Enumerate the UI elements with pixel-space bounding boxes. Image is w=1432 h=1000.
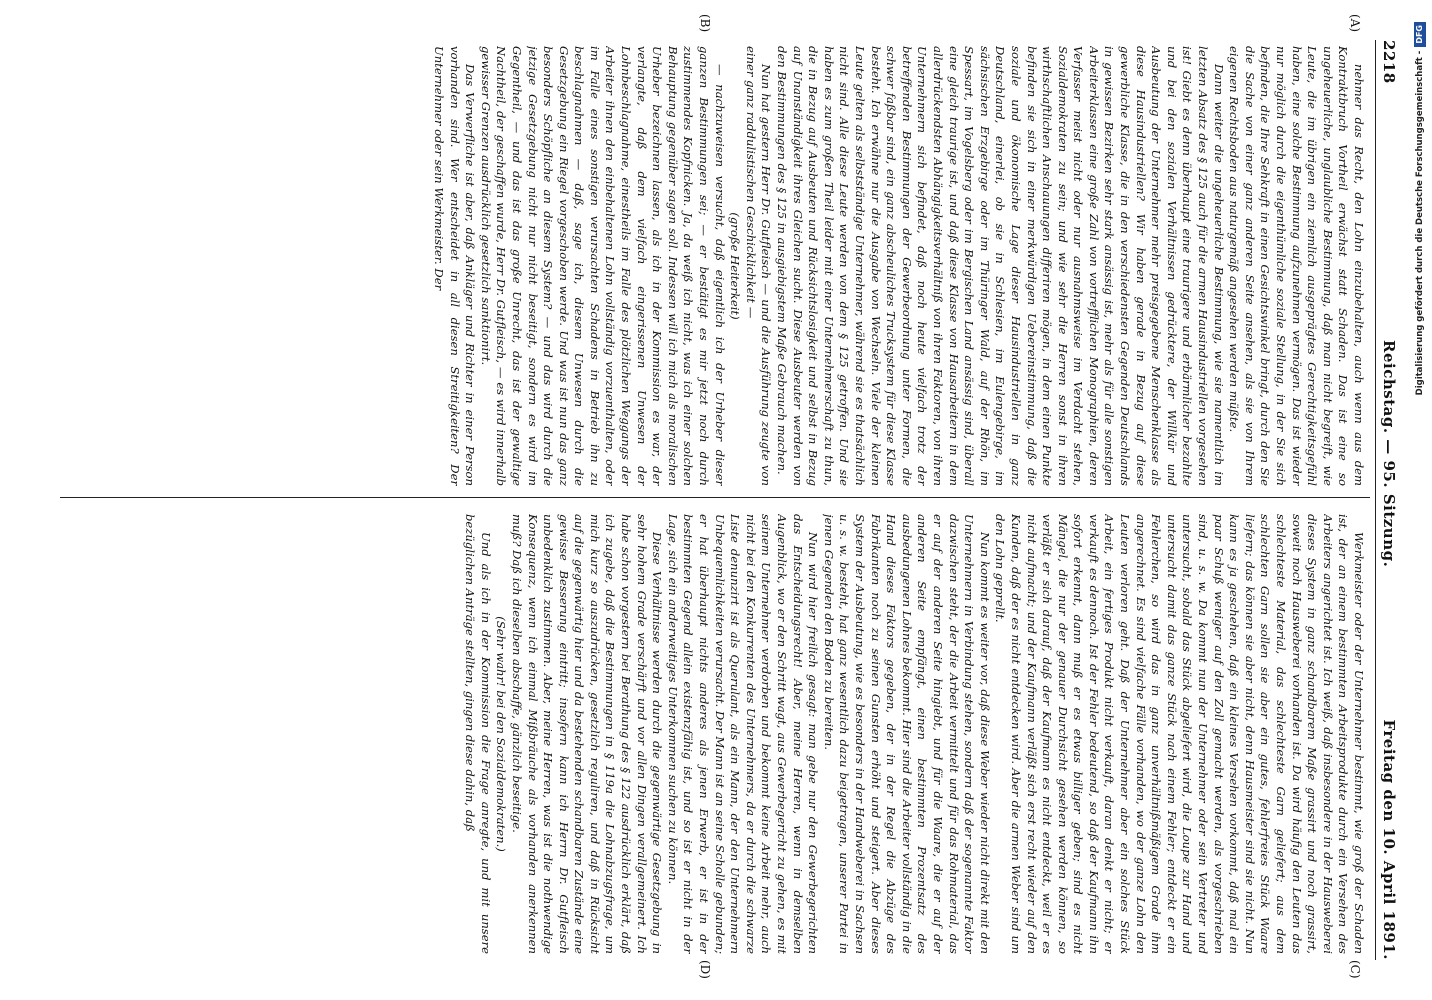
left-paragraph: — nachzuweisen versucht, daß eigentlich ich der Urheber dieser ganzen Bestimmungen sei; — er bestätigt es mir jetzt noch durch zustimmendes Kopfnicken. Ja, da weiß ich nicht, was ich einer solchen Behauptung gegenüber sagen soll. Indessen will ich mich als moralischen Urheber bezeichnen lassen, als ich in der Kommission es war, der verlangte, daß dem vielfach eingerissenen Unwesen der Lohnbeschlagnahme, einestheils im Falle des plötzlichen Weggangs der Arbeiter ihnen den einbehaltenen Lohn vollständig vorzuenthalten, oder im Falle eines sonstigen verursachten Schadens in Betrieb ihn zu beschlagnahmen — daß, sage ich, diesem Unwesen durch die Gesetzgebung ein Riegel vorgeschoben werde. Und was ist nun das ganz besonders Schöpfliche an diesem System? — und das wird durch die jetzige Gesetzgebung nicht nur nicht beseitigt, sondern es wird im Gegentheil, — und das ist das große Unrecht, das ist der gewaltige Nachtheil, der geschaffen wurde, Herr Dr. Gutfleisch, — es wird innerhalb gewisser Grenzen ausdrücklich gesetzlich sanktionirt. bbox=[478, 46, 727, 486]
right-column bbox=[56, 514, 1366, 954]
session-title: Reichstag. — 95. Sitzung. bbox=[1380, 340, 1398, 568]
digitization-credit bbox=[1412, 22, 1428, 982]
column-divider bbox=[60, 497, 1370, 498]
dfg-logo: DFG bbox=[1414, 22, 1426, 47]
right-interjection: (Sehr wahr! bei den Sozialdemokraten.) bbox=[494, 616, 509, 852]
header-rule bbox=[1375, 40, 1376, 960]
left-paragraph: Das Verwerfliche ist aber, daß Ankläger und Richter in einer Person vorhanden sind. Wer entscheidet in all diesen Streitigkeiten? Der Unternehmer oder sein Werkmeister. Der bbox=[431, 46, 478, 486]
digitization-credit-text: Digitalisierung gefördert durch die Deutsche Forschungsgemeinschaft - bbox=[1415, 50, 1425, 396]
margin-marker-d: (D) bbox=[698, 960, 712, 979]
right-paragraph: Nun kommt es weiter vor, daß diese Weber wieder nicht direkt mit den Unternehmern in Verbindung stehen, sondern daß der sogenannte Faktor dazwischen steht, der die Arbeit vermittelt und für das Rohmaterial, das er auf der anderen Seite hingiebt, und für die Waare, die er auf der anderen Seite empfängt, einen bestimmten Prozentsatz des ausbedungenen Lohnes bekommt. Hier sind die Arbeiter vollständig in die Hand dieses Faktors gegeben, der in der Regel die Abzüge des Fabrikanten noch zu seinen Gunsten erhöht und steigert. Aber dieses System der Ausbeutung, wie es besonders in der Handweberei in Sachsen u. s. w. besteht, hat ganz wesentlich dazu beigetragen, unserer Partei in jenen Gegenden den Boden zu bereiten. bbox=[821, 514, 992, 954]
right-paragraph: Nun wird hier freilich gesagt: man gebe nur den Gewerbegerichten das Entscheidungsrecht! Aber, meine Herren, wenn in demselben Augenblick, wo er den Schritt wagt, aus Gewerbegericht zu gehen, es mit seinem Unternehmer verdorben und bekommt keine Arbeit mehr, auch nicht bei den Konkurrenten des Unternehmers, da er durch die schwarze Liste denunzirt ist als Querulant, als ein Mann, der den Unternehmern Unbequemlichkeiten verursacht. Der Mann ist an seine Scholle gebunden; er hat überhaupt nichts anderes als jenen Erwerb, er ist in der bestimmten Gegend allein existenzfähig ist, und so ist er nicht in der Lage, sich ein anderweitiges Unterkommen suchen zu können. bbox=[665, 514, 821, 954]
right-paragraph: Und als ich in der Kommission die Frage anregte, und mit unsere bezüglichen Anträge stellten, gingen diese dahin, daß bbox=[463, 514, 493, 954]
left-paragraph: Dann weiter die ungeheuerliche Bestimmung, wie sie namentlich im letzten Absatz des § 125 auch für die armen Hausindustriellen vorgesehen ist! Giebt es denn überhaupt eine traurigere und erbärmlicher bezahlte und bei den sozialen Verhältnissen gedrücktere, der Willkür und Ausbeutung der Unternehmer mehr preisgegebene Menschenklasse als diese Hausindustriellen? Wir haben gerade in Bezug auf diese gewerbliche Klasse, die in den verschiedensten Gegenden Deutschlands in gewissen Bezirken sehr stark ansässig ist, mehr als für alle sonstigen Arbeiterklassen eine große Zahl von vortrefflichen Monographien, deren Verfasser meist nicht oder nur ausnahmsweise im Verdacht stehen, Sozialdemokraten zu sein; und wie sehr die Herren sonst in ihren wirthschaftlichen Anschauungen differiren mögen, in dem einen Punkte befinden sie sich in einer merkwürdigen Uebereinstimmung, daß die soziale und ökonomische Lage dieser Hausindustriellen in ganz Deutschland, einerlei, ob sie in Schlesien, im Eulengebirge, im sächsischen Erzgebirge oder im Thüringer Wald, auf der Rhön, im Spessart, im Vogelsberg oder im Bergischen Land ansässig sind, überall eine gleich traurige ist, und daß diese Klasse von Hausarbeitern in dem allerdrückendsten Abhängigkeitsverhältniß von ihren Faktoren, von ihren Unternehmern sich befindet, daß noch heute vielfach trotz der betreffenden Bestimmungen der Gewerbeordnung unter Formen, die schwer faßbar sind, ein ganz abscheuliches Trucksystem für diese Klasse besteht. Ich erwähne nur die Ausgabe von Wechseln. Viele der kleinen Leute gelten als selbstständige Unternehmer, während sie es thatsächlich nicht sind. Alle diese Leute werden von dem § 125 getroffen. Und sie haben es zum großen Theil leider mit einer Unternehmerschaft zu thun, die in Bezug auf Ausbeuten und Rücksichtslosigkeit und selbst in Bezug auf Unanständigkeit ihres Gleichen sucht. Diese Ausbeuter werden von den Bestimmungen des § 125 in ausgiebigstem Maße Gebrauch machen. bbox=[775, 46, 1226, 486]
left-interjection: (große Heiterkeit) bbox=[728, 212, 743, 320]
margin-marker-b: (B) bbox=[698, 14, 712, 33]
page-number: 2218 bbox=[1380, 40, 1398, 84]
left-paragraph: Nun hat gestern Herr Dr. Gutfleisch — und die Ausführung zeugte von einer ganz raddulistischen Geschicklichkeit — bbox=[743, 46, 774, 486]
left-paragraph: nehmer das Recht, den Lohn einzubehalten, auch wenn aus dem Kontraktbruch Vortheil erwächst statt Schaden. Das ist eine so ungeheuerliche, unglaubliche Bestimmung, daß man nicht begreift, wie Leute, die im übrigen ein ziemlich ausgeprägtes Gerechtigkeitsgefühl haben, eine solche Bestimmung aufzunehmen vermögen. Das ist wieder nur möglich durch die eigenthümliche soziale Stellung, in der Sie sich befinden, die Ihre Sehkraft in einen Gesichtswinkel bringt, durch den Sie die Sache von einer ganz anderen Seite ansehen, als sie von Ihrem eigenen Rechtsboden aus naturgemäß angesehen werden müßte. bbox=[1227, 46, 1366, 486]
page-header bbox=[1374, 40, 1404, 960]
left-column bbox=[56, 46, 1366, 486]
margin-marker-a: (A) bbox=[1348, 14, 1362, 33]
session-date: Freitag den 10. April 1891. bbox=[1380, 719, 1398, 960]
right-paragraph: Werkmeister oder der Unternehmer bestimmt, wie groß der Schaden ist, der an einem bestimmten Arbeitsprodukte durch ein Versehen des Arbeiters angerichtet ist. Ich weiß, daß insbesondere in der Hausweberei dieses System in ganz schandbarem Maße grassirt und noch grassirt, soweit noch Hausweberei vorhanden ist. Da wird häufig den Leuten das schlechteste Material, das schlechteste Garn geliefert; aus dem schlechten Garn sollen sie aber ein gutes, fehlerfreies Stück Waare liefern; das können sie aber nicht, denn Hausmeister sind sie nicht. Nun kann es ja geschehen, daß ein kleines Versehen vorkommt, daß mal ein paar Schuß weniger auf den Zoll gemacht werden, als vorgeschrieben sind, u. s. w. Da kommt nun der Unternehmer oder sein Vertreter und untersucht, sobald das Stück abgeliefert wird, die Loupe zur Hand und untersucht damit das ganze Stück nach einem Fehler; entdeckt er ein Fehlerchen, so wird das in ganz unverhältnißmäßigem Grade ihm angerechnet. Es sind vielfache Fälle vorhanden, wo der ganze Lohn den Leuten verloren geht. Daß der Unternehmer aber ein solches Stück Arbeit, ein fertiges Produkt nicht verkauft, daran denkt er nicht; er verkauft es dennoch. Ist der Fehler bedeutend, so daß der Kaufmann ihn sofort erkennt, dann muß er es etwas billiger geben; sind es nicht Mängel, die nur der genauer Durchsicht gesehen werden können, so verläßt er sich darauf, daß der Kaufmann es nicht entdeckt, weil er es nicht aufmacht; und der Kaufmann verläßt sich erst recht wieder auf den Kunden, daß der es nicht entdecken wird. Aber die armen Weber sind um den Lohn geprellt. bbox=[993, 514, 1366, 954]
right-paragraph: Diese Verhältnisse werden durch die gegenwärtige Gesetzgebung in sehr hohem Grade verschärft und vor allen Dingen verallgemeinert. Ich habe schon vorgestern bei Berathung des § 122 ausdrücklich erklärt, daß ich zugebe, daß die Bestimmungen in § 119a die Lohnabzugsfrage, um mich kurz so auszudrücken, gesetzlich reguliren, und daß in Rücksicht auf die gegenwärtig hier und da bestehenden schandbaren Zustände eine gewisse Besserung eintritt; insofern kann ich Herrn Dr. Gutfleisch unbedenklich zustimmen. Aber, meine Herren, was ist die nothwendige Konsequenz, wenn ich einmal Mißbräuche als vorhanden anerkennen muß? Daß ich dieselben abschaffe, gänzlich beseitige. bbox=[509, 514, 665, 954]
margin-marker-c: (C) bbox=[1348, 960, 1362, 979]
